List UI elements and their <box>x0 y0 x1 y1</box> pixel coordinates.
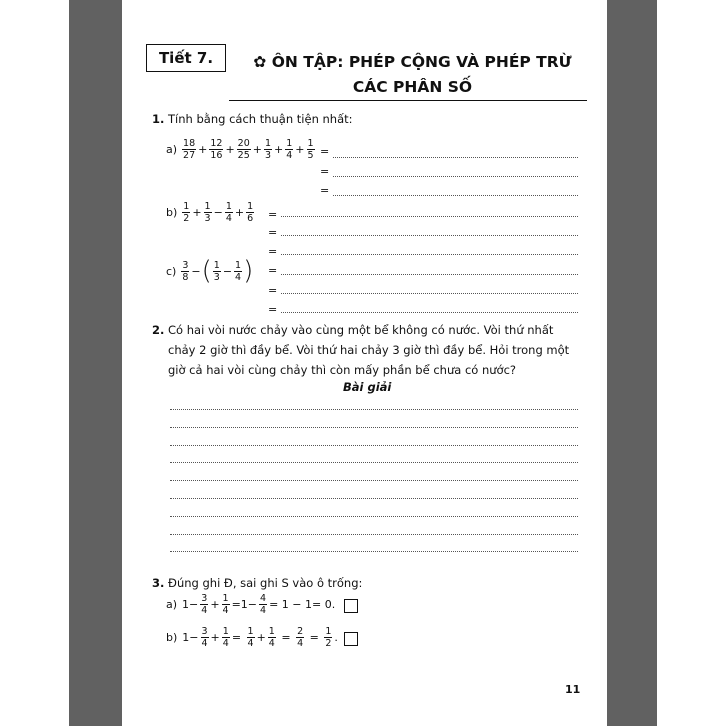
question-3-prompt <box>152 573 362 593</box>
question-2-line1: Có hai vòi nước chảy vào cùng một bể không có nước. Vòi thứ nhất <box>168 323 554 337</box>
answer-checkbox[interactable] <box>344 599 358 613</box>
equals-sign: = <box>268 245 278 258</box>
answer-line <box>281 312 578 313</box>
question-1c-label: c) <box>166 264 177 278</box>
numerator: 1 <box>213 259 220 271</box>
numerator: 20 <box>237 138 250 149</box>
numerator: 1 <box>222 626 229 637</box>
operator: + <box>225 143 235 156</box>
right-paren: ) <box>243 256 254 286</box>
numerator: 12 <box>210 138 223 149</box>
operator: + <box>256 631 266 644</box>
operator: = <box>277 631 295 644</box>
question-2-prompt <box>152 320 582 380</box>
numerator: 1 <box>307 138 314 149</box>
question-1a-expression <box>166 138 316 161</box>
numerator: 1 <box>247 626 254 637</box>
question-1a-label: a) <box>166 143 178 156</box>
numerator: 1 <box>235 259 242 271</box>
denominator: 2 <box>325 638 332 649</box>
denominator: 4 <box>235 271 242 283</box>
question-3-number: 3. <box>152 576 165 590</box>
question-3a-parts <box>181 593 336 616</box>
equals-sign: = <box>320 165 330 178</box>
fraction <box>222 626 230 649</box>
fraction <box>324 626 332 649</box>
denominator: 5 <box>307 150 314 161</box>
title-underline <box>229 100 587 101</box>
numerator: 3 <box>182 259 189 271</box>
lesson-label: Tiết 7. <box>146 44 226 72</box>
fraction <box>246 201 254 224</box>
question-3b-label: b) <box>166 631 178 644</box>
solution-line <box>170 462 578 463</box>
solution-line <box>170 534 578 535</box>
denominator: 4 <box>222 605 229 616</box>
question-1b-label: b) <box>166 206 178 219</box>
right-margin-bar <box>607 0 657 726</box>
question-1-prompt <box>152 109 353 129</box>
operator: + <box>274 143 284 156</box>
numerator: 1 <box>222 593 229 604</box>
operator: 1− <box>182 598 199 611</box>
left-margin-bar <box>69 0 122 726</box>
solution-line <box>170 498 578 499</box>
fraction <box>237 138 251 161</box>
denominator: 3 <box>264 150 272 161</box>
operator: − <box>213 206 223 219</box>
equals-sign: = <box>268 284 278 297</box>
denominator: 27 <box>183 150 196 161</box>
solution-line <box>170 427 578 428</box>
operator: = 1 − 1= 0. <box>269 598 336 611</box>
operator: = <box>306 631 323 644</box>
operator: + <box>295 143 305 156</box>
operator: + <box>252 143 262 156</box>
denominator: 4 <box>268 638 275 649</box>
denominator: 2 <box>183 213 190 224</box>
fraction <box>213 260 221 283</box>
fraction <box>296 626 304 649</box>
denominator: 16 <box>210 150 223 161</box>
fraction <box>181 260 189 283</box>
fraction <box>222 593 230 616</box>
question-1c-inner-terms <box>212 260 243 283</box>
numerator: 2 <box>297 626 304 637</box>
equals-sign: = <box>268 208 278 221</box>
question-2-line2: chảy 2 giờ thì đầy bể. Vòi thứ hai chảy 3 giờ thì đầy bể. Hỏi trong một <box>168 343 570 357</box>
fraction <box>209 138 223 161</box>
fraction <box>307 138 315 161</box>
question-1b-expression <box>166 201 255 224</box>
question-2-line3: giờ cả hai vòi cùng chảy thì còn mấy phần bể chưa có nước? <box>168 363 516 377</box>
answer-line <box>281 293 578 294</box>
operator: =1− <box>231 598 258 611</box>
denominator: 4 <box>286 150 293 161</box>
fraction <box>247 626 255 649</box>
fraction <box>259 593 267 616</box>
numerator: 4 <box>260 593 267 604</box>
equals-sign: = <box>268 303 278 316</box>
fraction <box>200 593 208 616</box>
solution-line <box>170 409 578 410</box>
question-2-number: 2. <box>152 323 165 337</box>
numerator: 1 <box>268 626 275 637</box>
question-3a-label: a) <box>166 598 178 611</box>
solution-line <box>170 480 578 481</box>
operator: + <box>198 143 208 156</box>
numerator: 18 <box>183 138 196 149</box>
solution-heading: Bài giải <box>343 380 392 394</box>
operator: . <box>334 631 338 644</box>
equals-sign: = <box>268 264 278 277</box>
numerator: 1 <box>183 201 190 212</box>
numerator: 3 <box>201 593 208 604</box>
answer-line <box>281 216 578 217</box>
question-1c-expression <box>166 258 253 284</box>
answer-line <box>333 157 578 158</box>
operator: + <box>234 206 245 219</box>
fraction <box>182 138 196 161</box>
equals-sign: = <box>268 226 278 239</box>
operator: − <box>222 264 233 278</box>
answer-line <box>333 176 578 177</box>
page-number: 11 <box>565 683 581 696</box>
denominator: 3 <box>204 213 211 224</box>
denominator: 4 <box>297 638 304 649</box>
denominator: 4 <box>225 213 232 224</box>
operator: + <box>210 598 220 611</box>
fraction <box>182 201 190 224</box>
fraction <box>268 626 276 649</box>
question-1a-terms <box>181 138 316 161</box>
numerator: 3 <box>201 626 208 637</box>
question-3b-statement <box>166 626 339 649</box>
numerator: 1 <box>247 201 254 212</box>
denominator: 6 <box>247 213 254 224</box>
fraction <box>285 138 293 161</box>
numerator: 1 <box>204 201 211 212</box>
solution-line <box>170 551 578 552</box>
solution-line <box>170 445 578 446</box>
equals-sign: = <box>320 145 330 158</box>
question-3a-statement <box>166 593 336 616</box>
fraction <box>204 201 212 224</box>
page-title-line1: ✿ ÔN TẬP: PHÉP CỘNG VÀ PHÉP TRỪ <box>253 53 572 71</box>
answer-line <box>281 274 578 275</box>
denominator: 4 <box>260 605 267 616</box>
answer-checkbox[interactable] <box>344 632 358 646</box>
question-3-text: Đúng ghi Đ, sai ghi S vào ô trống: <box>168 576 363 590</box>
numerator: 1 <box>264 138 272 149</box>
denominator: 4 <box>222 638 229 649</box>
denominator: 25 <box>237 150 250 161</box>
denominator: 3 <box>213 271 220 283</box>
numerator: 1 <box>225 201 232 212</box>
denominator: 4 <box>201 605 208 616</box>
solution-line <box>170 516 578 517</box>
page-title-line2: CÁC PHÂN SỐ <box>352 78 473 96</box>
operator: = <box>231 631 245 644</box>
fraction <box>201 626 209 649</box>
question-1-number: 1. <box>152 112 165 126</box>
answer-line <box>333 195 578 196</box>
question-3b-parts <box>181 626 339 649</box>
denominator: 4 <box>247 638 254 649</box>
numerator: 1 <box>325 626 332 637</box>
fraction <box>225 201 233 224</box>
equals-sign: = <box>320 184 330 197</box>
fraction <box>234 260 242 283</box>
fraction <box>264 138 272 161</box>
question-1b-terms <box>181 201 255 224</box>
denominator: 8 <box>182 271 189 283</box>
operator: + <box>210 631 220 644</box>
answer-line <box>281 235 578 236</box>
operator: + <box>192 206 202 219</box>
left-paren: ( <box>201 256 212 286</box>
answer-line <box>281 254 578 255</box>
minus-sign: − <box>191 264 201 278</box>
question-1-text: Tính bằng cách thuận tiện nhất: <box>168 112 353 126</box>
operator: 1− <box>182 631 199 644</box>
numerator: 1 <box>286 138 293 149</box>
denominator: 4 <box>201 638 208 649</box>
